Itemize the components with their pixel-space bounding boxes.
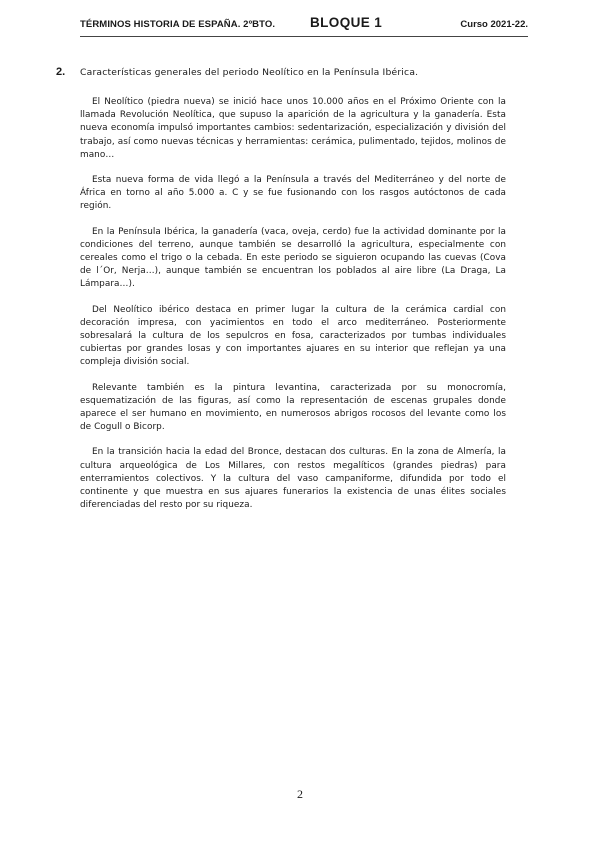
answer-body: [80, 96, 506, 524]
paragraph: Relevante también es la pintura levantina, caracterizada por su monocromía, esquematización de las figuras, así como la representación de escenas grupales donde aparece el ser humano en movimiento, en numerosos abrigos rocosos del levante como los de Cogull o Bicorp.: [80, 382, 506, 433]
header-block-title: BLOQUE 1: [310, 15, 383, 30]
paragraph: En la transición hacia la edad del Bronce, destacan dos culturas. En la zona de Almería, la cultura arqueológica de Los Millares, con restos megalíticos (grandes piedras) para enterramientos colectivos. Y la cultura del vaso campaniforme, difundida por todo el continente y que muestra en sus ajuares funerarios la existencia de unas élites sociales diferenciadas del resto por su riqueza.: [80, 447, 506, 511]
page-number: 2: [297, 787, 303, 801]
paragraph: El Neolítico (piedra nueva) se inició hace unos 10.000 años en el Próximo Oriente con la llamada Revolución Neolítica, que supuso la aparición de la agricultura y la ganadería. Esta nueva economía impulsó importantes cambios: sedentarización, especialización y división del trabajo, así como nuevas técnicas y herramientas: cerámica, pulimentado, tejidos, molinos de mano…: [80, 97, 506, 160]
header-course: Curso 2021-22.: [460, 19, 528, 30]
question-number: 2.: [56, 66, 66, 78]
question-title: Características generales del periodo Neolítico en la Península Ibérica.: [80, 67, 419, 78]
paragraph: En la Península Ibérica, la ganadería (vaca, oveja, cerdo) fue la actividad dominante por la condiciones del terreno, aunque también se desarrolló la agricultura, especialmente con cereales como el trigo o la cebada. En este periodo se siguieron ocupando las cuevas (Cova de l´Or, Nerja…), aunque también se encuentran los poblados al aire libre (La Draga, La Lámpara…).: [80, 226, 506, 290]
paragraph: Esta nueva forma de vida llegó a la Península a través del Mediterráneo y del norte de África en torno al año 5.000 a. C y se fue fusionando con los rasgos autóctonos de cada región.: [80, 175, 506, 212]
page-header: [80, 14, 528, 37]
paragraph: Del Neolítico ibérico destaca en primer lugar la cultura de la cerámica cardial con decoración impresa, con yacimientos en todo el arco mediterráneo. Posteriormente sobresalará la cultura de los sepulcros en fosa, caracterizados por tumbas individuales cubiertas por grandes losas y con importantes ajuares en su interior que reflejan ya una compleja división social.: [80, 304, 506, 368]
header-subject: TÉRMINOS HISTORIA DE ESPAÑA. 2ºBTO.: [80, 19, 276, 30]
